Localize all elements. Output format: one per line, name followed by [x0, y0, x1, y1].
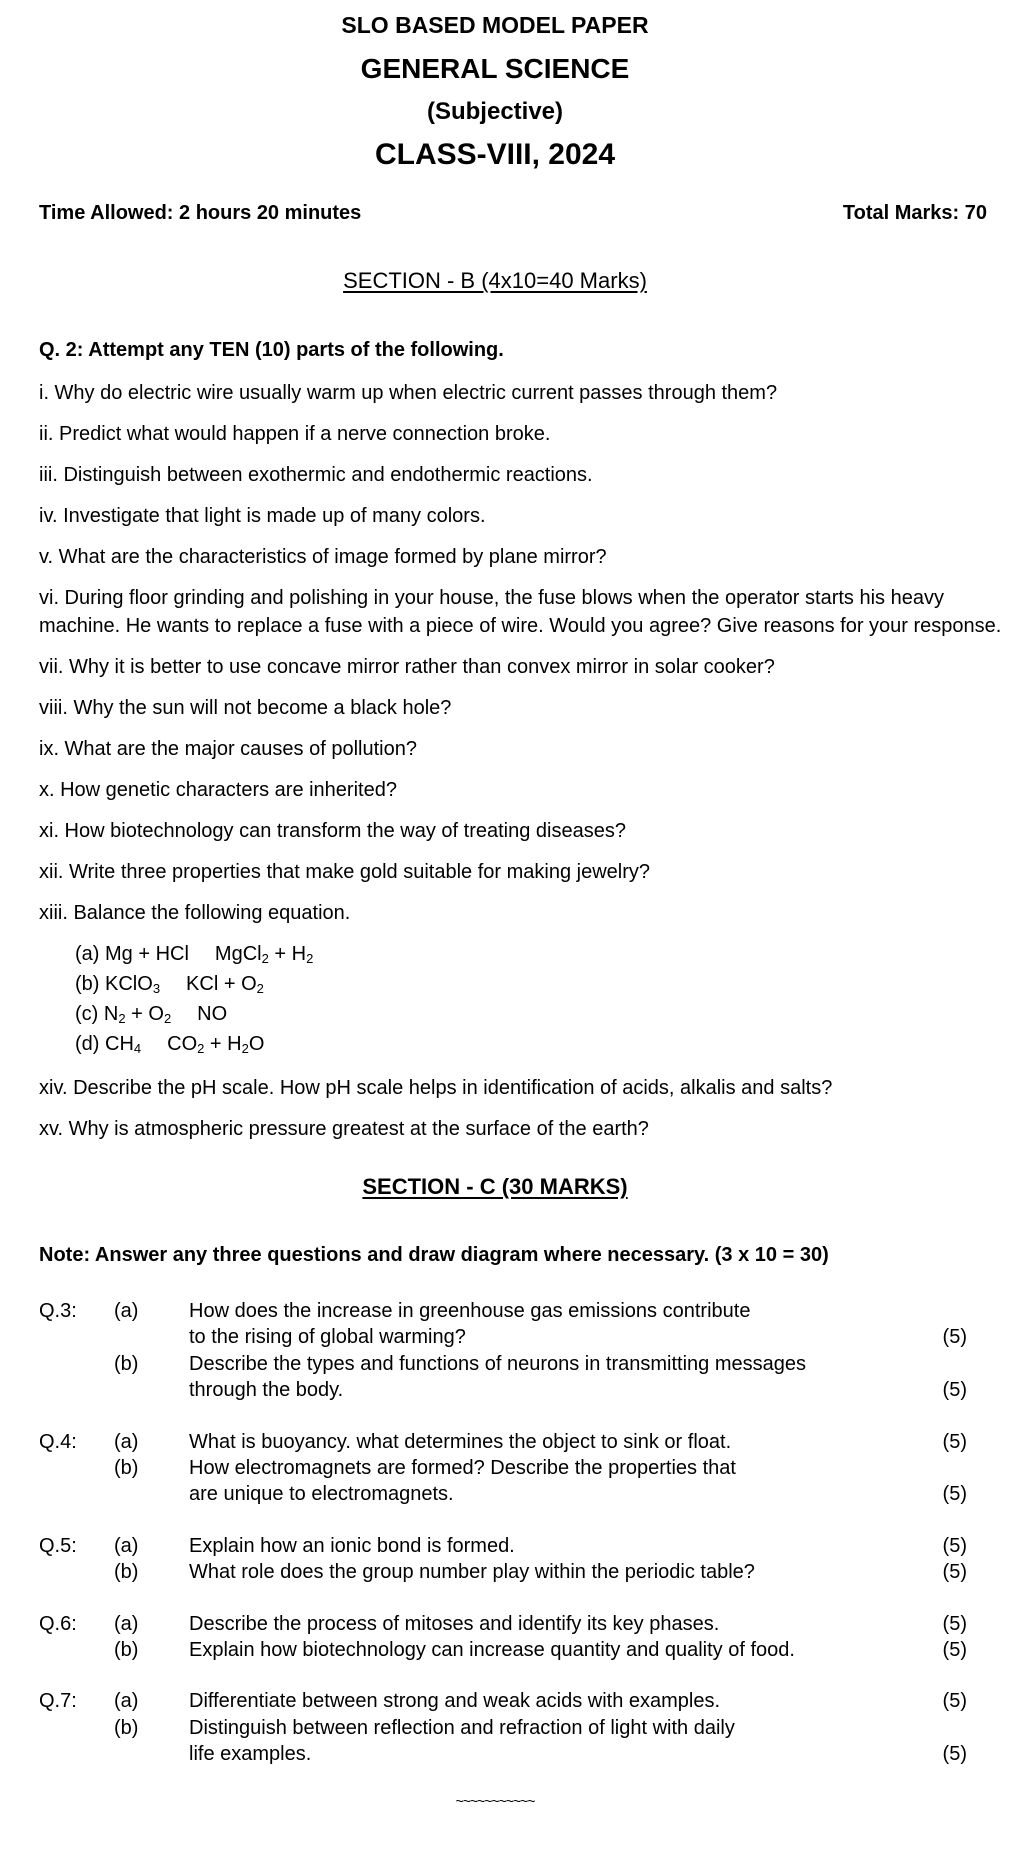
part-label: (a) — [114, 1534, 139, 1557]
question-item: x. How genetic characters are inherited? — [39, 779, 397, 801]
formula-text: MgCl — [214, 943, 262, 965]
question-part — [39, 1715, 1020, 1768]
text-line: How electromagnets are formed? Describe the properties that — [189, 1457, 736, 1480]
question-number — [39, 1351, 114, 1404]
subscript: 2 — [163, 1011, 172, 1026]
part-label: (b) — [114, 1639, 139, 1662]
formula-text: NO — [197, 1003, 228, 1025]
text-line: through the body. — [189, 1379, 344, 1402]
question-block — [39, 1429, 1020, 1508]
q2-instruction: Q. 2: Attempt any TEN (10) parts of the following. — [39, 339, 504, 361]
class-year: CLASS-VIII, 2024 — [374, 138, 616, 171]
question-part — [39, 1688, 1020, 1714]
text-line: What role does the group number play within the periodic table? — [189, 1561, 755, 1584]
question-item: viii. Why the sun will not become a black hole? — [39, 697, 452, 719]
subscript: 3 — [152, 981, 161, 996]
question-item: ii. Predict what would happen if a nerve connection broke. — [39, 423, 551, 445]
marks: (5) — [942, 1561, 967, 1584]
question-block — [39, 1688, 1020, 1767]
question-item: iii. Distinguish between exothermic and endothermic reactions. — [39, 464, 593, 486]
part-label: (a) — [114, 1430, 139, 1453]
text-line: What is buoyancy. what determines the object to sink or float. — [189, 1430, 732, 1453]
text-line: Distinguish between reflection and refraction of light with daily — [189, 1716, 735, 1739]
equation-a — [75, 939, 1020, 969]
marks: (5) — [942, 1639, 967, 1662]
subscript: 2 — [256, 981, 264, 996]
equation-d — [75, 1029, 1020, 1059]
formula-text: O — [248, 1033, 265, 1055]
question-item: xi. How biotechnology can transform the way of treating diseases? — [39, 820, 626, 842]
question-number: Q.7: — [39, 1690, 77, 1713]
question-block — [39, 1611, 1020, 1664]
question-number: Q.6: — [39, 1612, 77, 1635]
marks: (5) — [942, 1430, 967, 1453]
subscript: 4 — [133, 1041, 142, 1056]
section-c-note: Note: Answer any three questions and draw diagram where necessary. (3 x 10 = 30) — [39, 1244, 829, 1266]
text-line: are unique to electromagnets. — [189, 1483, 454, 1506]
formula-text: CH — [105, 1033, 134, 1055]
marks: (5) — [942, 1534, 967, 1557]
text-line: to the rising of global warming? — [189, 1326, 466, 1349]
part-text — [189, 1298, 937, 1351]
part-label: (a) — [114, 1690, 139, 1713]
question-number — [39, 1455, 114, 1508]
question-part — [39, 1298, 1020, 1351]
question-item: xii. Write three properties that make gold suitable for making jewelry? — [39, 861, 651, 883]
marks: (5) — [942, 1326, 967, 1349]
question-part — [39, 1429, 1020, 1455]
paper-type: SLO BASED MODEL PAPER — [341, 12, 649, 38]
part-text — [189, 1688, 937, 1714]
question-number — [39, 1559, 114, 1585]
subject-title: GENERAL SCIENCE — [360, 53, 630, 84]
part-text — [189, 1455, 937, 1508]
question-item: vi. During floor grinding and polishing in your house, the fuse blows when the operator starts his heavy machine. He wants to replace a fuse with a piece of wire. Would you agree? Give reasons for your response. — [39, 587, 1002, 637]
equation-label: (d) — [75, 1033, 100, 1055]
part-text — [189, 1637, 937, 1663]
q2-items — [39, 379, 1020, 1143]
paper-format: (Subjective) — [426, 98, 564, 125]
question-part — [39, 1637, 1020, 1663]
question-block — [39, 1533, 1020, 1586]
question-item: xiii. Balance the following equation. — [39, 902, 351, 924]
question-item: ix. What are the major causes of pollution? — [39, 738, 417, 760]
text-line: Explain how an ionic bond is formed. — [189, 1534, 515, 1557]
question-block — [39, 1298, 1020, 1404]
part-text — [189, 1351, 937, 1404]
part-text — [189, 1533, 937, 1559]
question-part — [39, 1533, 1020, 1559]
equation-label: (a) — [75, 943, 100, 965]
formula-text: CO — [167, 1033, 198, 1055]
part-label: (a) — [114, 1612, 139, 1635]
total-marks: Total Marks: 70 — [842, 202, 987, 224]
equation-label: (b) — [75, 973, 100, 995]
marks: (5) — [942, 1483, 967, 1506]
formula-text: + O — [125, 1003, 164, 1025]
equations-list — [75, 939, 1020, 1059]
marks: (5) — [942, 1690, 967, 1713]
text-line: How does the increase in greenhouse gas emissions contribute — [189, 1300, 751, 1322]
marks: (5) — [942, 1612, 967, 1635]
text-line: Describe the process of mitoses and identify its key phases. — [189, 1612, 720, 1635]
question-number: Q.4: — [39, 1430, 77, 1453]
question-item: xiv. Describe the pH scale. How pH scale helps in identification of acids, alkalis and salts? — [39, 1077, 833, 1099]
long-questions — [39, 1298, 1020, 1768]
subscript: 2 — [197, 1041, 205, 1056]
question-part — [39, 1559, 1020, 1585]
formula-text: + H — [204, 1033, 242, 1055]
question-item: i. Why do electric wire usually warm up when electric current passes through them? — [39, 382, 778, 404]
part-label: (b) — [114, 1457, 139, 1480]
question-part — [39, 1455, 1020, 1508]
question-item: vii. Why it is better to use concave mirror rather than convex mirror in solar cooker? — [39, 656, 775, 678]
exam-meta — [39, 199, 987, 227]
section-b-heading: SECTION - B (4x10=40 Marks) — [343, 268, 647, 293]
question-item: iv. Investigate that light is made up of many colors. — [39, 505, 486, 527]
end-mark: ~~~~~~~~~~~ — [455, 1792, 535, 1809]
marks: (5) — [942, 1379, 967, 1402]
part-text — [189, 1715, 937, 1768]
part-label: (a) — [114, 1300, 139, 1322]
part-label: (b) — [114, 1561, 139, 1584]
text-line: life examples. — [189, 1743, 312, 1766]
section-c-heading: SECTION - C (30 MARKS) — [362, 1174, 628, 1199]
question-number — [39, 1637, 114, 1663]
formula-text: KCl + O — [186, 973, 257, 995]
text-line: Explain how biotechnology can increase quantity and quality of food. — [189, 1639, 795, 1662]
text-line: Describe the types and functions of neurons in transmitting messages — [189, 1352, 806, 1375]
time-allowed: Time Allowed: 2 hours 20 minutes — [39, 202, 362, 224]
question-item: v. What are the characteristics of image formed by plane mirror? — [39, 546, 607, 568]
formula-text: N — [103, 1003, 119, 1025]
subscript: 2 — [261, 951, 269, 966]
equation-label: (c) — [75, 1003, 99, 1025]
part-text — [189, 1611, 937, 1637]
equation-c — [75, 999, 1020, 1029]
question-item: xv. Why is atmospheric pressure greatest at the surface of the earth? — [39, 1118, 649, 1140]
part-text — [189, 1559, 937, 1585]
question-number: Q.5: — [39, 1534, 77, 1557]
question-number — [39, 1715, 114, 1768]
question-part — [39, 1351, 1020, 1404]
subscript: 2 — [306, 951, 314, 966]
part-label: (b) — [114, 1352, 139, 1375]
question-number: Q.3: — [39, 1300, 77, 1322]
subscript: 2 — [118, 1011, 126, 1026]
formula-text: + H — [268, 943, 307, 965]
part-label: (b) — [114, 1716, 139, 1739]
text-line: Differentiate between strong and weak acids with examples. — [189, 1690, 721, 1713]
part-text — [189, 1429, 937, 1455]
subscript: 2 — [241, 1041, 249, 1056]
question-part — [39, 1611, 1020, 1637]
equation-b — [75, 969, 1020, 999]
formula-text: KClO — [105, 973, 153, 995]
formula-text: Mg + HCl — [105, 943, 189, 965]
marks: (5) — [942, 1743, 967, 1766]
